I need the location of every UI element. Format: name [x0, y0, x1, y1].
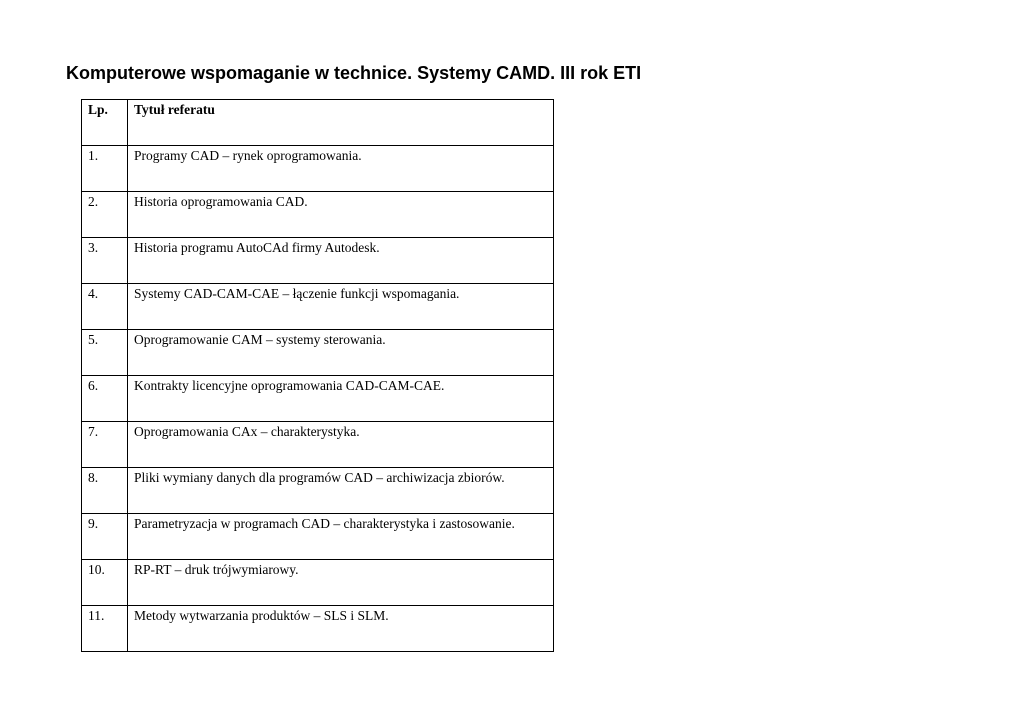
- cell-title: Parametryzacja w programach CAD – charakterystyka i zastosowanie.: [128, 514, 554, 560]
- table-row: [82, 468, 554, 514]
- table-row: [82, 560, 554, 606]
- header-title: Tytuł referatu: [128, 100, 554, 146]
- cell-title: Kontrakty licencyjne oprogramowania CAD-CAM-CAE.: [128, 376, 554, 422]
- cell-title: Systemy CAD-CAM-CAE – łączenie funkcji wspomagania.: [128, 284, 554, 330]
- table-header-row: [82, 100, 554, 146]
- cell-lp: 3.: [82, 238, 128, 284]
- cell-title: Oprogramowanie CAM – systemy sterowania.: [128, 330, 554, 376]
- document-title: Komputerowe wspomaganie w technice. Systemy CAMD. III rok ETI: [66, 63, 642, 83]
- cell-title: Programy CAD – rynek oprogramowania.: [128, 146, 554, 192]
- cell-lp: 7.: [82, 422, 128, 468]
- table-row: [82, 606, 554, 652]
- cell-lp: 10.: [82, 560, 128, 606]
- table-row: [82, 146, 554, 192]
- cell-title: Oprogramowania CAx – charakterystyka.: [128, 422, 554, 468]
- table-row: [82, 422, 554, 468]
- cell-title: Historia programu AutoCAd firmy Autodesk.: [128, 238, 554, 284]
- cell-lp: 2.: [82, 192, 128, 238]
- cell-title: Pliki wymiany danych dla programów CAD – archiwizacja zbiorów.: [128, 468, 554, 514]
- header-lp: Lp.: [82, 100, 128, 146]
- cell-lp: 6.: [82, 376, 128, 422]
- table-row: [82, 238, 554, 284]
- table-row: [82, 514, 554, 560]
- cell-lp: 8.: [82, 468, 128, 514]
- cell-title: Metody wytwarzania produktów – SLS i SLM.: [128, 606, 554, 652]
- topics-table: [81, 99, 554, 652]
- cell-lp: 1.: [82, 146, 128, 192]
- cell-title: Historia oprogramowania CAD.: [128, 192, 554, 238]
- table-row: [82, 376, 554, 422]
- cell-title: RP-RT – druk trójwymiarowy.: [128, 560, 554, 606]
- cell-lp: 4.: [82, 284, 128, 330]
- cell-lp: 5.: [82, 330, 128, 376]
- table-row: [82, 192, 554, 238]
- table-row: [82, 284, 554, 330]
- cell-lp: 9.: [82, 514, 128, 560]
- table-row: [82, 330, 554, 376]
- cell-lp: 11.: [82, 606, 128, 652]
